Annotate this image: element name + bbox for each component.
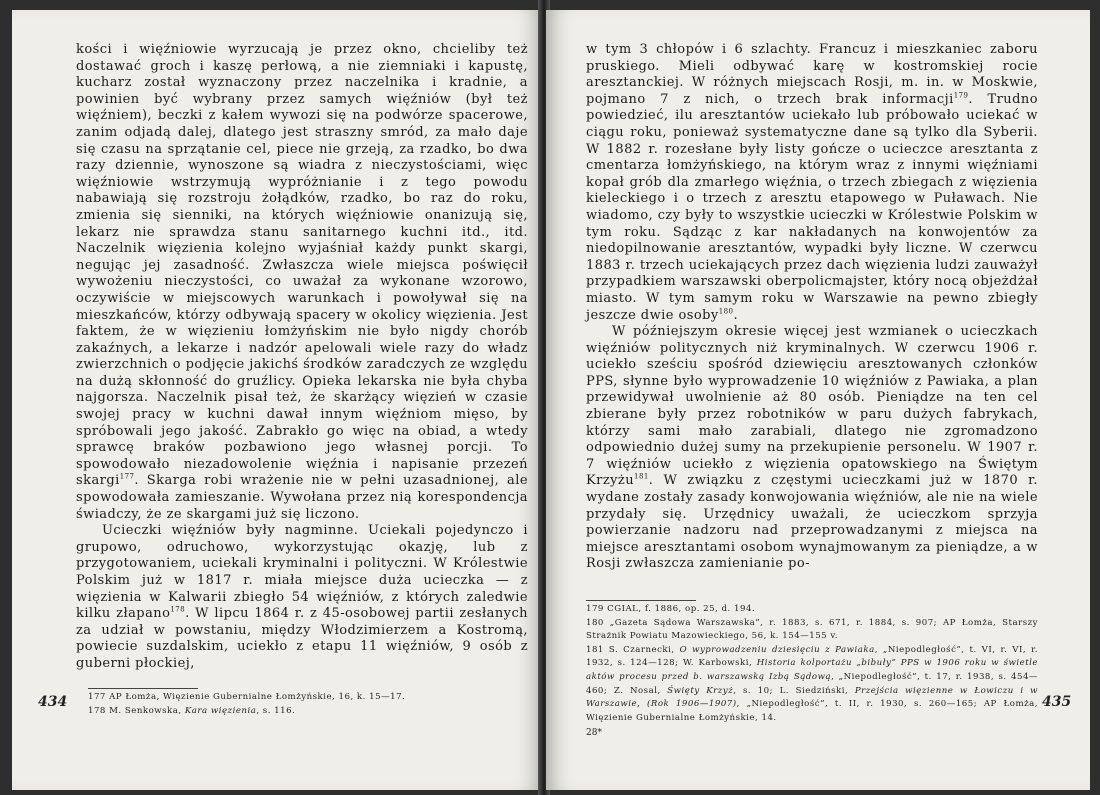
text-run: W późniejszym okresie więcej jest wzmianek o ucieczkach więźniów politycznych niż kryminalnych. W czerwcu 1906 r. uciekło sześciu spośród dziewięciu aresztowanych członków PPS, słynne było wyprowadzenie 10 więźniów z Pawiaka, a plan przewidywał uwolnienie aż 80 osób. Pieniądze na ten cel zbierane były przez robotników w paru dużych fabrykach, którzy sami mało zarabiali, dlatego nie zgromadzono odpowiednio dużej sumy na przekupienie personelu. W 1907 r. 7 więźniów uciekło z więzienia opatowskiego na Świętym Krzyżu xyxy=(586,324,1038,489)
text-run: w tym 3 chłopów i 6 szlachty. Francuz i mieszkaniec zaboru pruskiego. Mieli odbywać karę w kostromskiej rocie aresztanckiej. W różnych miejscach Rosji, m. in. w Moskwie, pojmano 7 z nich, o trzech brak informacji xyxy=(586,42,1038,107)
footnote xyxy=(586,617,1038,644)
text-run: . W związku z częstymi ucieczkami już w 1870 r. wydane zostały zasady konwojowania więźniów, ale nie na wiele przydały się. Urzędnicy uważali, że ucieczkom sprzyja powierzanie nadzoru nad przeprowadzanymi z miejsca na miejsce aresztantami osobom wynajmowanym za pieniądze, a w Rosji zwłaszcza zamienianie po- xyxy=(586,473,1038,572)
text-run: , „Niepodległość”, t. VI, r. VI, r. 1932, s. 124—128; W. Karbowski, xyxy=(586,644,1038,669)
text-run: , „Niepodległość”, t. 17, r. 1938, s. 454—460; Z. Nosal, xyxy=(586,671,1039,696)
footnote xyxy=(88,705,528,719)
paragraph xyxy=(76,523,528,672)
text-run: 178 M. Senkowska, xyxy=(88,705,185,716)
footnote-ref: 180 xyxy=(718,307,734,316)
left-footnotes xyxy=(88,688,528,718)
page-number: 435 xyxy=(1042,694,1072,710)
text-run: 181 S. Czarnecki, xyxy=(586,644,680,655)
italic-title: Historia kolportażu „bibuły” PPS w 1906 roku w świetle aktów procesu przed b. warszawską Izbą Sądową xyxy=(586,658,1038,682)
footnote-ref: 179 xyxy=(953,91,969,100)
paragraph xyxy=(76,42,528,523)
italic-title: Kara więzienia xyxy=(184,705,257,716)
text-run: 180 „Gazeta Sądowa Warszawska”, r. 1883, s. 671, r. 1884, s. 907; AP Łomża, Starszy Strażnik Powiatu Mazowieckiego, 56, k. 154—155 v. xyxy=(586,617,1038,642)
text-run: 177 AP Łomża, Więzienie Gubernialne Łomżyńskie, 16, k. 15—17. xyxy=(88,692,406,702)
footnote-ref: 178 xyxy=(170,605,186,614)
text-run: . xyxy=(733,307,739,323)
footnote xyxy=(586,644,1038,726)
text-run: , s. 116. xyxy=(256,705,296,716)
footnote xyxy=(88,691,528,705)
text-run: . Skarga robi wrażenie nie w pełni uzasadnionej, ale spowodowała zamieszanie. Wywołana przez nią korespondencja świadczy, że ze skargami już się liczono. xyxy=(76,473,528,522)
text-run: , „Niepodległość”, t. II, r. 1930, s. 260—165; AP Łomża, Więzienie Gubernialne Łomżyńskie, 14. xyxy=(586,699,1038,723)
paragraph xyxy=(586,324,1038,573)
italic-title: Przejścia więzienne w Łowiczu i w Warszawie, (Rok 1906—1907) xyxy=(586,685,1038,710)
text-run: 179 CGIAL, f. 1886, op. 25, d. 194. xyxy=(586,604,756,614)
left-body-text xyxy=(76,42,528,673)
right-footnotes xyxy=(586,600,1038,725)
footnote-ref: 181 xyxy=(634,473,649,482)
text-run: , s. 10; L. Siedziński, xyxy=(733,685,855,696)
printer-signature: 28* xyxy=(586,728,602,738)
footnote-rule xyxy=(586,600,696,601)
italic-title: Święty Krzyż xyxy=(667,685,734,696)
text-run: . Trudno powiedzieć, ilu aresztantów uciekało lub próbowało uciekać w ciągu roku, ponieważ systematyczne dane są tylko dla Syberii. W 1882 r. rozesłane były listy gończe o ucieczce aresztanta z cmentarza łomżyńskiego, na którym wraz z innymi więźniami kopał grób dla zmarłego więźnia, o trzech zbiegach z więzienia kieleckiego i o trzech z aresztu etapowego w Puławach. Nie wiadomo, czy były to wszystkie ucieczki w Królestwie Polskim w tym roku. Sądząc z kar nakładanych na konwojentów za niedopilnowanie aresztantów, wypadki były liczne. W czerwcu 1883 r. trzech uciekających przez dach więzienia ludzi zauważył przypadkiem warszawski oberpolicmajster, który nocą objeżdżał miasto. W tym samym roku w Warszawie na pewno zbiegły jeszcze dwie osoby xyxy=(586,91,1038,323)
footnote-rule xyxy=(88,688,198,689)
left-page xyxy=(12,10,542,790)
page-number: 434 xyxy=(38,694,68,710)
right-page xyxy=(546,10,1090,790)
text-run: kości i więźniowie wyrzucają je przez okno, chcieliby też dostawać groch i kaszę perłową, a nie ziemniaki i kapustę, kucharz został wyznaczony przez naczelnika i kradnie, a powinien być wybrany przez samych więźniów (był też więźniem), beczki z kałem wywozi się na podwórze spacerowe, zanim odjadą dalej, dlatego jest straszny smród, za mało daje się czasu na sprzątanie cel, piece nie grzeją, za rzadko, bo dwa razy dziennie, wynoszone są wiadra z nieczystościami, więc więźniowie wstrzymują wypróżnianie i z tego powodu nabawiają się rozstroju żołądków, rzadko, bo raz do roku, zmienia się sienniki, na których więźniowie onanizują się, lekarz nie sprawdza stanu sanitarnego kuchni itd., itd. Naczelnik więzienia kolejno wyjaśniał każdy punkt skargi, negując jej zasadność. Zwłaszcza wiele miejsca poświęcił wywożeniu nieczystości, co uważał za wykonane wzorowo, oczywiście w miejscowych warunkach i powoływał się na mieszkańców, którzy odbywają spacery w okolicy więzienia. Jest faktem, że w więzieniu łomżyńskim nie było nigdy chorób zakaźnych, a lekarze i nadzór apelowali wiele razy do władz zwierzchnich o podjęcie jakichś środków zaradczych ze względu na dużą skłonność do gruźlicy. Opieka lekarska nie była chyba najgorsza. Naczelnik pisał też, że skarżący więzień w czasie swojej pracy w kuchni dawał innym więźniom mięso, by spróbowali jego jakość. Zabrakło go więc na obiad, a wtedy sprawcę braków pozbawiono jego własnej porcji. To spowodowało niezadowolenie więźnia i napisanie przezeń skargi xyxy=(76,42,528,489)
footnote-ref: 177 xyxy=(119,473,135,482)
italic-title: O wyprowadzeniu dziesięciu z Pawiaka xyxy=(679,644,875,655)
right-body-text xyxy=(586,42,1038,573)
footnote xyxy=(586,603,1038,617)
text-run: Ucieczki więźniów były nagminne. Uciekali pojedynczo i grupowo, odruchowo, wykorzystując okazję, lub z przygotowaniem, uciekali kryminalni i polityczni. W Królestwie Polskim już w 1817 r. miała miejsce duża ucieczka — z więzienia w Kalwarii zbiegło 54 więźniów, z których zaledwie kilku złapano xyxy=(76,523,528,622)
paragraph xyxy=(586,42,1038,324)
text-run: . W lipcu 1864 r. z 45-osobowej partii zesłanych za udział w powstaniu, między Włodzimierzem a Kostromą, powiecie suzdalskim, uciekło z etapu 11 więźniów, 9 osób z guberni płockiej, xyxy=(76,606,528,671)
